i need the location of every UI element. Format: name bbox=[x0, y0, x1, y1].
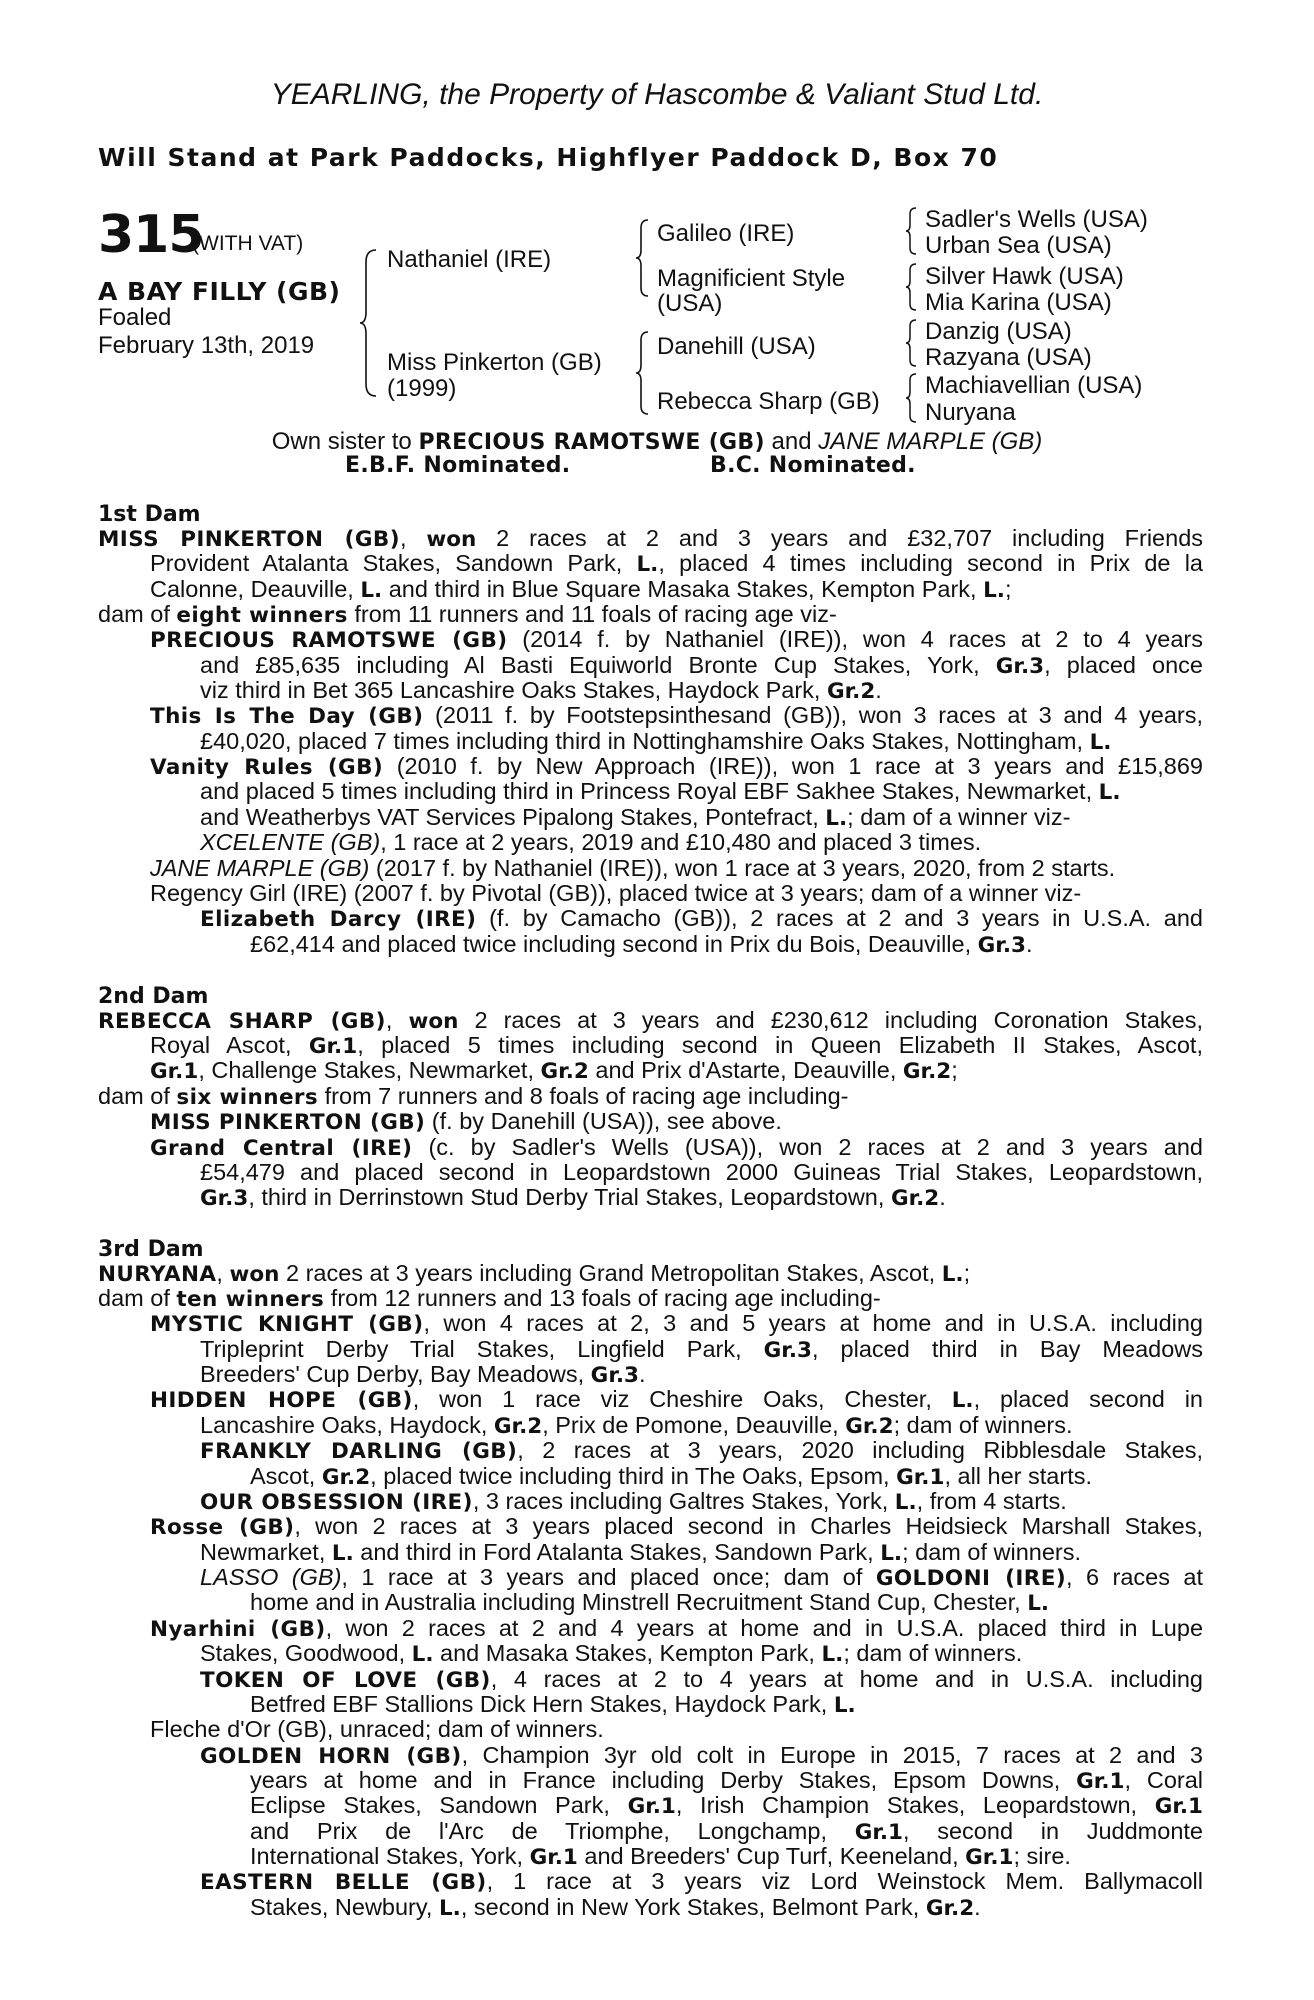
d1-text: (2014 f. by Nathaniel (IRE)), won 4 races at 2 to 4 years bbox=[507, 626, 1204, 652]
d3-line bbox=[250, 1768, 1203, 1794]
pedigree-dam-sire: Danehill (USA) bbox=[657, 333, 816, 360]
d1-line bbox=[200, 779, 1121, 805]
d1-dam-name: MISS PINKERTON (GB) bbox=[98, 527, 400, 552]
d1-text: 2 races at 2 and 3 years and £32,707 including Friends bbox=[476, 525, 1204, 551]
pedigree-dam-year: (1999) bbox=[387, 375, 457, 402]
own-sister-prefix: Own sister to bbox=[271, 428, 419, 455]
d1-text: Calonne, Deauville, bbox=[150, 576, 361, 602]
d3-grade: Gr.1 bbox=[854, 1820, 903, 1845]
d3-line bbox=[200, 1743, 1203, 1769]
pedigree-sdd: Mia Karina (USA) bbox=[925, 289, 1112, 316]
d1-produce-name: Vanity Rules (GB) bbox=[150, 755, 384, 780]
first-dam-heading: 1st Dam bbox=[98, 502, 201, 527]
d3-produce-name: MYSTIC KNIGHT (GB) bbox=[150, 1312, 424, 1337]
pedigree-brace-2b bbox=[636, 330, 650, 416]
d3-grade: Gr.3 bbox=[590, 1363, 639, 1388]
d3-text: Lancashire Oaks, Haydock, bbox=[200, 1412, 494, 1438]
d1-line bbox=[150, 551, 1203, 577]
d2-grade: Gr.3 bbox=[200, 1186, 249, 1211]
d1-text: (2010 f. by New Approach (IRE)), won 1 race at 3 years and £15,869 bbox=[383, 753, 1203, 779]
d1-line bbox=[200, 906, 1203, 932]
d3-text: , won 2 races at 3 years placed second in Charles Heidsieck Marshall Stakes, bbox=[294, 1513, 1203, 1539]
d1-produce-name: PRECIOUS RAMOTSWE (GB) bbox=[150, 628, 508, 653]
d1-text: and third in Blue Square Masaka Stakes, Kempton Park, bbox=[382, 576, 984, 602]
third-dam-heading: 3rd Dam bbox=[98, 1237, 204, 1262]
d3-grade: Gr.2 bbox=[925, 1896, 975, 1921]
d3-produce-name: OUR OBSESSION (IRE) bbox=[200, 1490, 473, 1515]
d2-grade: Gr.2 bbox=[890, 1186, 940, 1211]
pedigree-brace-1 bbox=[360, 248, 380, 398]
d1-grade: L. bbox=[360, 578, 383, 603]
d2-text: (f. by Danehill (USA)), see above. bbox=[425, 1108, 782, 1134]
d1-grade: L. bbox=[825, 806, 848, 831]
d1-line bbox=[200, 729, 1111, 755]
d2-dam-name: REBECCA SHARP (GB) bbox=[98, 1009, 386, 1034]
d2-winners-count: six winners bbox=[176, 1085, 319, 1110]
d3-text: , Champion 3yr old colt in Europe in 2015, 7 races at 2 and 3 bbox=[461, 1742, 1204, 1768]
d3-produce-name: Nyarhini (GB) bbox=[150, 1617, 326, 1642]
d3-line bbox=[250, 1590, 1049, 1616]
d3-text: , won 1 race viz Cheshire Oaks, Chester, bbox=[412, 1386, 952, 1412]
d2-text: 2 races at 3 years and £230,612 including Coronation Stakes, bbox=[458, 1007, 1204, 1033]
d3-produce-name: EASTERN BELLE (GB) bbox=[200, 1870, 487, 1895]
d1-text: , bbox=[399, 525, 427, 551]
pedigree-brace-3c bbox=[906, 318, 918, 368]
d3-grade: Gr.1 bbox=[627, 1794, 676, 1819]
d3-grade: L. bbox=[880, 1541, 903, 1566]
d3-grade: Gr.1 bbox=[529, 1845, 578, 1870]
d3-text: , won 4 races at 2, 3 and 5 years at home and in U.S.A. including bbox=[423, 1310, 1203, 1336]
d3-text: ; dam of winners. bbox=[902, 1539, 1082, 1565]
d3-text: and third in Ford Atalanta Stakes, Sandown Park, bbox=[353, 1539, 881, 1565]
d3-grade: L. bbox=[941, 1262, 964, 1287]
d3-text: , 6 races at bbox=[1066, 1564, 1203, 1590]
d3-line bbox=[200, 1641, 1022, 1667]
d1-text: . bbox=[1025, 931, 1033, 957]
d1-line bbox=[150, 856, 1115, 881]
d3-produce-name: GOLDONI (IRE) bbox=[875, 1566, 1067, 1591]
d2-text: , placed 5 times including second in Queen Elizabeth II Stakes, Ascot, bbox=[357, 1032, 1203, 1058]
d3-text: Breeders' Cup Derby, Bay Meadows, bbox=[200, 1361, 591, 1387]
d3-line bbox=[250, 1464, 1092, 1490]
d3-line bbox=[200, 1362, 646, 1388]
d2-line bbox=[98, 1008, 1203, 1034]
d1-text: Provident Atalanta Stakes, Sandown Park, bbox=[150, 550, 637, 576]
lot-number: 315 bbox=[98, 205, 204, 265]
d3-grade: L. bbox=[331, 1541, 354, 1566]
d2-line bbox=[150, 1135, 1203, 1161]
d1-line bbox=[200, 830, 981, 855]
pedigree-sire: Nathaniel (IRE) bbox=[387, 246, 552, 273]
d1-grade: L. bbox=[983, 578, 1005, 603]
d3-grade: Gr.2 bbox=[845, 1414, 894, 1439]
d3-line bbox=[200, 1869, 1203, 1895]
pedigree-sss: Sadler's Wells (USA) bbox=[925, 206, 1148, 233]
d3-line bbox=[150, 1311, 1203, 1337]
d3-line bbox=[250, 1819, 1203, 1845]
d1-text: , placed once bbox=[1044, 652, 1203, 678]
pedigree-dss: Danzig (USA) bbox=[925, 318, 1072, 345]
d3-grade: L. bbox=[438, 1896, 461, 1921]
pedigree-sire-dam: Magnificient Style bbox=[657, 265, 846, 292]
d3-text: Ascot, bbox=[250, 1463, 322, 1489]
d2-line bbox=[98, 1084, 848, 1110]
d3-text: , 3 races including Galtres Stakes, York, bbox=[472, 1488, 895, 1514]
d3-produce-name: HIDDEN HOPE (GB) bbox=[150, 1388, 413, 1413]
page-title: YEARLING, the Property of Hascombe & Valiant Stud Ltd. bbox=[270, 78, 1044, 111]
pedigree-ddd: Nuryana bbox=[925, 399, 1016, 426]
d3-winners-count: ten winners bbox=[176, 1287, 325, 1312]
d3-produce-name: FRANKLY DARLING (GB) bbox=[200, 1439, 518, 1464]
d1-line bbox=[200, 678, 882, 704]
d3-text: ; bbox=[963, 1260, 971, 1286]
d3-text: , 4 races at 2 to 4 years at home and in U.S.A. including bbox=[490, 1666, 1203, 1692]
d1-text: (f. by Camacho (GB)), 2 races at 2 and 3 years in U.S.A. and bbox=[476, 905, 1203, 931]
d1-text: and £85,635 including Al Basti Equiworld Bronte Cup Stakes, York, bbox=[200, 652, 996, 678]
d2-text: , third in Derrinstown Stud Derby Trial Stakes, Leopardstown, bbox=[248, 1184, 891, 1210]
d1-text: , 1 race at 2 years, 2019 and £10,480 and placed 3 times. bbox=[380, 829, 982, 855]
own-sister-and: and bbox=[764, 428, 819, 455]
d1-line: Regency Girl (IRE) (2007 f. by Pivotal (GB)), placed twice at 3 years; dam of a winner viz- bbox=[150, 880, 1082, 906]
bc-nominated: B.C. Nominated. bbox=[710, 453, 916, 478]
d2-text: . bbox=[939, 1184, 946, 1210]
d1-won: won bbox=[426, 527, 477, 552]
d3-text: Stakes, Newbury, bbox=[250, 1894, 439, 1920]
d3-text: ; sire. bbox=[1013, 1843, 1071, 1869]
d2-text: ; bbox=[951, 1057, 958, 1083]
d1-grade: Gr.3 bbox=[977, 933, 1026, 958]
pedigree-sire-sire: Galileo (IRE) bbox=[657, 220, 795, 247]
d1-produce-name: This Is The Day (GB) bbox=[150, 704, 424, 729]
d3-text: and Prix de l'Arc de Triomphe, Longchamp, bbox=[250, 1818, 855, 1844]
lot-vat-note: (WITH VAT) bbox=[192, 232, 304, 255]
d1-winners-count: eight winners bbox=[176, 603, 348, 628]
pedigree-brace-3d bbox=[906, 372, 918, 424]
d3-grade: Gr.1 bbox=[1076, 1769, 1125, 1794]
d3-text: . bbox=[638, 1361, 646, 1387]
d3-line bbox=[250, 1895, 981, 1921]
pedigree-dam-dam: Rebecca Sharp (GB) bbox=[657, 388, 880, 415]
d3-dam-name: NURYANA bbox=[98, 1262, 217, 1287]
d3-text: , 1 race at 3 years viz Lord Weinstock Mem. Ballymacoll bbox=[486, 1868, 1203, 1894]
d2-text: dam of bbox=[98, 1083, 177, 1109]
d1-line bbox=[150, 703, 1203, 729]
d1-text: ; bbox=[1004, 576, 1012, 602]
d1-text: (2017 f. by Nathaniel (IRE)), won 1 race at 3 years, 2020, from 2 starts. bbox=[369, 855, 1116, 881]
pedigree-brace-3b bbox=[906, 262, 918, 312]
pedigree-brace-2a bbox=[636, 218, 650, 298]
ebf-nominated: E.B.F. Nominated. bbox=[345, 453, 571, 478]
d2-grade: Gr.1 bbox=[150, 1059, 199, 1084]
d2-grade: Gr.2 bbox=[902, 1059, 952, 1084]
d3-grade: Gr.1 bbox=[1154, 1794, 1203, 1819]
d3-line bbox=[98, 1286, 881, 1312]
d2-line bbox=[150, 1109, 782, 1135]
d3-won: won bbox=[229, 1262, 280, 1287]
d1-text: viz third in Bet 365 Lancashire Oaks Stakes, Haydock Park, bbox=[200, 677, 827, 703]
d1-text: and placed 5 times including third in Princess Royal EBF Sakhee Stakes, Newmarket, bbox=[200, 778, 1099, 804]
d3-line bbox=[200, 1565, 1203, 1591]
d1-text: and Weatherbys VAT Services Pipalong Stakes, Pontefract, bbox=[200, 804, 826, 830]
d2-text: , bbox=[385, 1007, 409, 1033]
d3-line bbox=[250, 1844, 1071, 1870]
d3-text: , won 2 races at 2 and 4 years at home and in U.S.A. placed third in Lupe bbox=[325, 1615, 1204, 1641]
d3-text: ; dam of winners. bbox=[843, 1640, 1023, 1666]
d1-text: , placed 4 times including second in Prix de la bbox=[658, 550, 1203, 576]
horse-name: A BAY FILLY (GB) bbox=[98, 277, 341, 306]
own-sister-horse-2: JANE MARPLE (GB) bbox=[818, 428, 1043, 455]
d3-text: , bbox=[216, 1260, 230, 1286]
d2-won: won bbox=[408, 1009, 459, 1034]
d1-produce-name: XCELENTE (GB) bbox=[200, 829, 381, 855]
d3-text: years at home and in France including Derby Stakes, Epsom Downs, bbox=[250, 1767, 1077, 1793]
foaled-date: February 13th, 2019 bbox=[98, 332, 315, 359]
d2-produce-name: Grand Central (IRE) bbox=[150, 1136, 413, 1161]
d3-line bbox=[200, 1540, 1081, 1566]
pedigree-dam: Miss Pinkerton (GB) bbox=[387, 349, 602, 376]
d1-line bbox=[150, 754, 1203, 780]
d3-line bbox=[150, 1387, 1203, 1413]
d2-grade: Gr.1 bbox=[308, 1034, 358, 1059]
d1-line bbox=[200, 653, 1203, 679]
d3-grade: Gr.2 bbox=[493, 1414, 543, 1439]
d1-line bbox=[200, 805, 1070, 831]
d3-produce-name: Rosse (GB) bbox=[150, 1515, 295, 1540]
d3-line bbox=[250, 1793, 1203, 1819]
d3-text: , placed third in Bay Meadows bbox=[811, 1336, 1203, 1362]
d2-produce-name: MISS PINKERTON (GB) bbox=[150, 1110, 426, 1135]
d3-text: , placed twice including third in The Oaks, Epsom, bbox=[370, 1463, 897, 1489]
d3-text: , 2 races at 3 years, 2020 including Ribblesdale Stakes, bbox=[517, 1437, 1203, 1463]
d3-text: Tripleprint Derby Trial Stakes, Lingfield Park, bbox=[200, 1336, 764, 1362]
d3-line bbox=[200, 1489, 1067, 1515]
d2-text: and Prix d'Astarte, Deauville, bbox=[588, 1057, 903, 1083]
pedigree-brace-3a bbox=[906, 206, 918, 256]
d3-line bbox=[200, 1413, 1073, 1439]
d3-grade: L. bbox=[951, 1388, 974, 1413]
pedigree-dsd: Razyana (USA) bbox=[925, 344, 1092, 371]
d3-text: , Irish Champion Stakes, Leopardstown, bbox=[675, 1792, 1155, 1818]
foaled-label: Foaled bbox=[98, 304, 172, 331]
d3-line bbox=[250, 1692, 856, 1718]
d1-grade: Gr.3 bbox=[995, 654, 1045, 679]
d3-text: home and in Australia including Minstrell Recruitment Stand Cup, Chester, bbox=[250, 1589, 1028, 1615]
pedigree-dds: Machiavellian (USA) bbox=[925, 372, 1143, 399]
d1-text: ; dam of a winner viz- bbox=[847, 804, 1071, 830]
d3-text: from 12 runners and 13 foals of racing age including- bbox=[324, 1285, 881, 1311]
d3-text: Eclipse Stakes, Sandown Park, bbox=[250, 1792, 628, 1818]
d3-text: and Masaka Stakes, Kempton Park, bbox=[433, 1640, 822, 1666]
d3-text: . bbox=[974, 1894, 981, 1920]
d1-line bbox=[250, 932, 1032, 958]
d1-text: dam of bbox=[98, 601, 177, 627]
d3-text: Betfred EBF Stallions Dick Hern Stakes, Haydock Park, bbox=[250, 1691, 834, 1717]
d1-text: £62,414 and placed twice including second in Prix du Bois, Deauville, bbox=[250, 931, 978, 957]
d3-grade: Gr.1 bbox=[965, 1845, 1014, 1870]
d2-line: £54,479 and placed second in Leopardstown 2000 Guineas Trial Stakes, Leopardstown, bbox=[200, 1159, 1203, 1185]
d3-line bbox=[200, 1438, 1203, 1464]
d1-line bbox=[150, 627, 1203, 653]
d1-grade: Gr.2 bbox=[826, 679, 876, 704]
d3-grade: Gr.1 bbox=[896, 1465, 945, 1490]
d3-grade: L. bbox=[411, 1642, 434, 1667]
pedigree-sds: Silver Hawk (USA) bbox=[925, 263, 1124, 290]
d2-line bbox=[150, 1033, 1203, 1059]
d1-text: . bbox=[875, 677, 882, 703]
d3-line bbox=[98, 1261, 970, 1287]
d2-text: , Challenge Stakes, Newmarket, bbox=[198, 1057, 541, 1083]
d3-text: International Stakes, York, bbox=[250, 1843, 530, 1869]
d3-text: dam of bbox=[98, 1285, 177, 1311]
d1-produce-name: Elizabeth Darcy (IRE) bbox=[200, 907, 477, 932]
d3-produce-name: LASSO (GB) bbox=[200, 1564, 342, 1590]
pedigree-sire-dam-origin: (USA) bbox=[657, 290, 723, 317]
d3-grade: L. bbox=[833, 1693, 856, 1718]
d3-text: , all her starts. bbox=[944, 1463, 1093, 1489]
own-sister-horse-1: PRECIOUS RAMOTSWE (GB) bbox=[418, 430, 765, 455]
d3-line bbox=[150, 1514, 1203, 1540]
d1-grade: L. bbox=[1098, 780, 1121, 805]
d1-grade: L. bbox=[636, 552, 659, 577]
d2-text: Royal Ascot, bbox=[150, 1032, 309, 1058]
d1-line bbox=[98, 602, 837, 628]
d1-grade: L. bbox=[1089, 730, 1112, 755]
d3-grade: L. bbox=[821, 1642, 844, 1667]
own-sister-line bbox=[0, 428, 1314, 456]
d2-line bbox=[150, 1058, 958, 1084]
d3-text: ; dam of winners. bbox=[893, 1412, 1073, 1438]
d3-text: , placed second in bbox=[973, 1386, 1204, 1412]
d3-grade: Gr.2 bbox=[321, 1465, 371, 1490]
d1-line bbox=[98, 526, 1203, 552]
d3-text: 2 races at 3 years including Grand Metropolitan Stakes, Ascot, bbox=[279, 1260, 942, 1286]
d3-text: , from 4 starts. bbox=[916, 1488, 1067, 1514]
d3-text: , second in New York Stakes, Belmont Park, bbox=[460, 1894, 926, 1920]
second-dam-heading: 2nd Dam bbox=[98, 984, 209, 1009]
d3-line bbox=[150, 1616, 1203, 1642]
d2-line bbox=[200, 1185, 946, 1211]
d1-text: £40,020, placed 7 times including third in Nottinghamshire Oaks Stakes, Nottingham, bbox=[200, 728, 1090, 754]
d1-produce-name: JANE MARPLE (GB) bbox=[150, 855, 370, 881]
d1-line bbox=[150, 577, 1012, 603]
pedigree-ssd: Urban Sea (USA) bbox=[925, 232, 1112, 259]
d3-produce-name: TOKEN OF LOVE (GB) bbox=[200, 1668, 491, 1693]
d3-text: and Breeders' Cup Turf, Keeneland, bbox=[577, 1843, 966, 1869]
d3-text: , 1 race at 3 years and placed once; dam of bbox=[341, 1564, 876, 1590]
d3-produce-name: GOLDEN HORN (GB) bbox=[200, 1744, 462, 1769]
d3-grade: L. bbox=[1027, 1591, 1050, 1616]
d2-text: (c. by Sadler's Wells (USA)), won 2 races at 2 and 3 years and bbox=[412, 1134, 1203, 1160]
d3-grade: Gr.3 bbox=[763, 1338, 812, 1363]
d3-grade: L. bbox=[894, 1490, 917, 1515]
d3-text: , Prix de Pomone, Deauville, bbox=[542, 1412, 846, 1438]
d3-line bbox=[200, 1667, 1203, 1693]
d1-text: from 11 runners and 11 foals of racing age viz- bbox=[347, 601, 837, 627]
d3-line: Fleche d'Or (GB), unraced; dam of winners. bbox=[150, 1716, 604, 1742]
stand-location: Will Stand at Park Paddocks, Highflyer Paddock D, Box 70 bbox=[98, 143, 999, 172]
d2-text: from 7 runners and 8 foals of racing age including- bbox=[318, 1083, 849, 1109]
d3-line bbox=[200, 1337, 1203, 1363]
d3-text: , Coral bbox=[1124, 1767, 1204, 1793]
d1-text: (2011 f. by Footstepsinthesand (GB)), won 3 races at 3 and 4 years, bbox=[423, 702, 1203, 728]
d3-text: Stakes, Goodwood, bbox=[200, 1640, 412, 1666]
d3-text: Newmarket, bbox=[200, 1539, 332, 1565]
d2-grade: Gr.2 bbox=[540, 1059, 589, 1084]
d3-text: , second in Juddmonte bbox=[903, 1818, 1203, 1844]
